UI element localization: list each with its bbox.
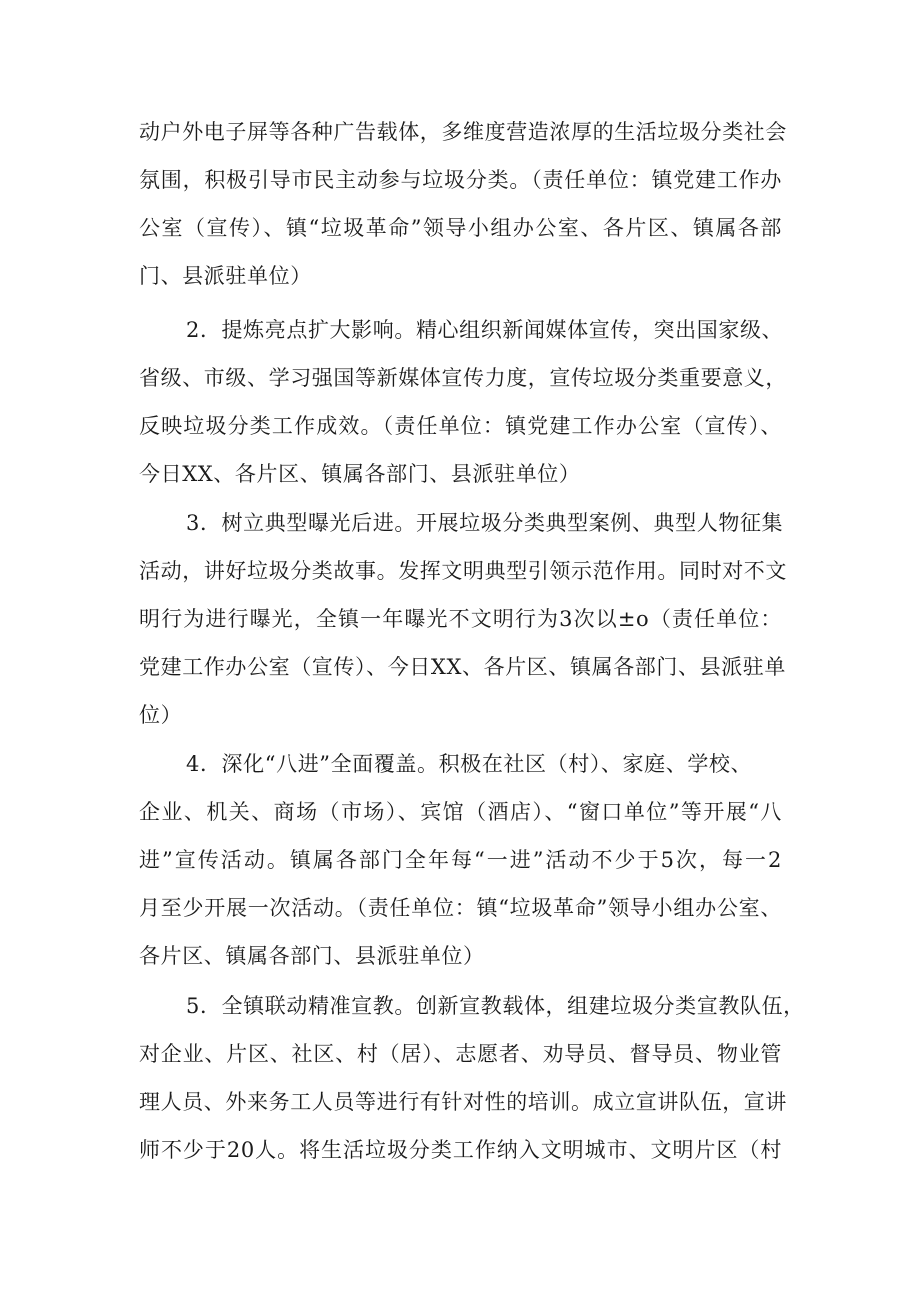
text-line: 进”宣传活动。镇属各部门全年每“一进”活动不少于5次，每一2 (139, 848, 782, 872)
text-line: 反映垃圾分类工作成效。（责任单位：镇党建工作办公室（宣传）、 (139, 414, 782, 438)
text-line: 省级、市级、学习强国等新媒体宣传力度，宣传垃圾分类重要意义， (139, 366, 787, 390)
text-line: 各片区、镇属各部门、县派驻单位） (139, 944, 485, 968)
text-line: 动户外电子屏等各种广告载体，多维度营造浓厚的生活垃圾分类社会 (139, 120, 787, 144)
text-line: 4．深化“八进”全面覆盖。积极在社区（村）、家庭、学校、 (186, 752, 753, 776)
text-line: 明行为进行曝光，全镇一年曝光不文明行为3次以±o（责任单位： (139, 607, 782, 631)
text-line: 门、县派驻单位） (139, 264, 312, 288)
text-line: 月至少开展一次活动。（责任单位：镇“垃圾革命”领导小组办公室、 (139, 896, 782, 920)
text-line: 企业、机关、商场（市场）、宾馆（酒店）、“窗口单位”等开展“八 (139, 800, 782, 824)
text-line: 公室（宣传）、镇“垃圾革命”领导小组办公室、各片区、镇属各部 (139, 216, 782, 240)
text-line: 活动，讲好垃圾分类故事。发挥文明典型引领示范作用。同时对不文 (139, 559, 787, 583)
text-line: 对企业、片区、社区、村（居）、志愿者、劝导员、督导员、物业管 (139, 1042, 782, 1066)
text-line: 2．提炼亮点扩大影响。精心组织新闻媒体宣传，突出国家级、 (186, 318, 784, 342)
text-line: 5．全镇联动精准宣教。创新宣教载体，组建垃圾分类宣教队伍， (186, 994, 805, 1018)
text-line: 位） (139, 703, 183, 727)
text-line: 党建工作办公室（宣传）、今日XX、各片区、镇属各部门、县派驻单 (139, 655, 786, 679)
text-line: 今日XX、各片区、镇属各部门、县派驻单位） (139, 462, 581, 486)
text-line: 氛围，积极引导市民主动参与垃圾分类。（责任单位：镇党建工作办 (139, 168, 782, 192)
text-line: 3．树立典型曝光后进。开展垃圾分类典型案例、典型人物征集 (186, 511, 784, 535)
text-line: 理人员、外来务工人员等进行有针对性的培训。成立宣讲队伍，宣讲 (139, 1090, 787, 1114)
text-line: 师不少于20人。将生活垃圾分类工作纳入文明城市、文明片区（村 (139, 1138, 782, 1162)
